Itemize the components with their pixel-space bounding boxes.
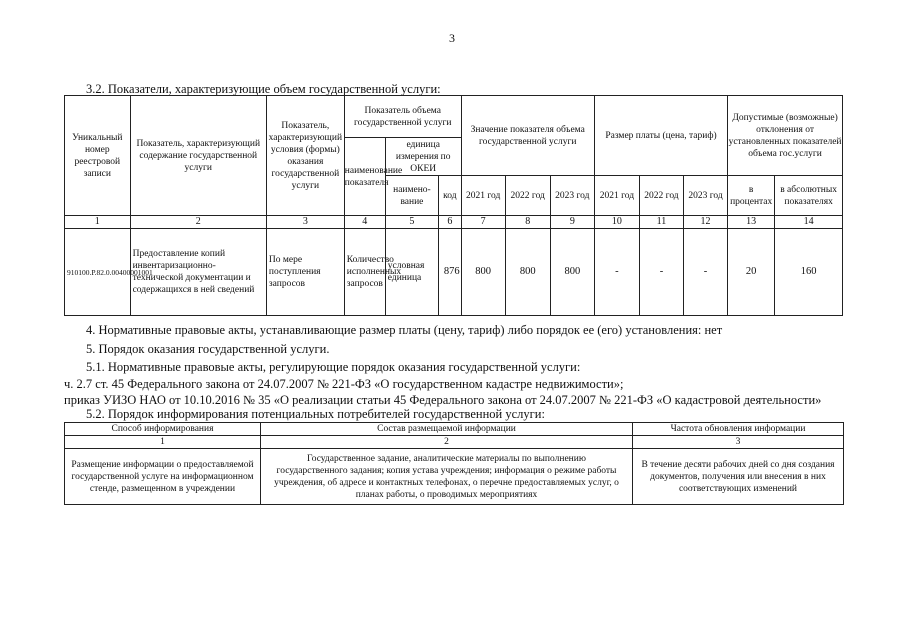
page-number: 3 (449, 31, 455, 45)
header-unique-number: Уникальный номер реестровой записи (65, 96, 131, 216)
column-number: 8 (505, 216, 550, 229)
fee-2023: - (684, 229, 728, 316)
header-year: 2021 год (461, 176, 505, 216)
header-frequency: Частота обновления информации (633, 423, 844, 436)
column-number: 1 (65, 216, 131, 229)
header-year: 2022 год (505, 176, 550, 216)
column-number: 11 (639, 216, 683, 229)
item-4-text: 4. Нормативные правовые акты, устанавливающие размер платы (цену, тариф) либо порядок ее (его) установления: нет (86, 323, 723, 337)
header-deviation: Допустимые (возможные) отклонения от установленных показателей объема гос.услуги (728, 96, 843, 176)
header-year: 2021 год (594, 176, 639, 216)
item-5-1-text: 5.1. Нормативные правовые акты, регулирующие порядок оказания государственной услуги: (86, 360, 581, 374)
header-year: 2022 год (639, 176, 683, 216)
information-content: Государственное задание, аналитические материалы по выполнению государственного задания; копия устава учреждения; информация о режиме работы учреждения, об адресе и контактных телефонах, о перечне предоставляемых услуг, о планах работы, о проводимых мероприятиях (261, 449, 633, 505)
column-number: 7 (461, 216, 505, 229)
volume-indicators-table (64, 95, 843, 316)
header-indicator-value: Значение показателя объема государственной услуги (461, 96, 594, 176)
value-2023: 800 (550, 229, 594, 316)
header-year: 2023 год (684, 176, 728, 216)
fee-2021: - (594, 229, 639, 316)
table-row (65, 449, 844, 505)
registry-number: 910100.Р.82.0.00400001001 (65, 229, 131, 316)
column-number: 2 (130, 216, 266, 229)
service-content: Предоставление копий инвентаризационно-технической документации и содержащихся в ней сведений (130, 229, 266, 316)
column-number: 3 (266, 216, 344, 229)
item-5-text: 5. Порядок оказания государственной услуги. (86, 342, 330, 356)
column-number: 4 (344, 216, 385, 229)
column-number: 2 (261, 436, 633, 449)
column-number: 13 (728, 216, 775, 229)
law-reference-2: приказ УИЗО НАО от 10.10.2016 № 35 «О реализации статьи 45 Федерального закона от 24.07.2007 № 221-ФЗ «О кадастровой деятельности» (64, 393, 822, 407)
column-number: 3 (633, 436, 844, 449)
update-frequency: В течение десяти рабочих дней со дня создания документов, получения или внесения в них соответствующих изменений (633, 449, 844, 505)
deviation-percent: 20 (728, 229, 775, 316)
deviation-absolute: 160 (775, 229, 843, 316)
value-2022: 800 (505, 229, 550, 316)
column-number: 14 (775, 216, 843, 229)
header-info-content: Состав размещаемой информации (261, 423, 633, 436)
header-content-indicator: Показатель, характеризующий содержание государственной услуги (130, 96, 266, 216)
header-condition-indicator: Показатель, характеризующий условия (формы) оказания государственной услуги (266, 96, 344, 216)
information-methods-table (64, 422, 844, 505)
header-volume-indicator: Показатель объема государственной услуги (344, 96, 461, 138)
table-row (65, 229, 843, 316)
column-number: 1 (65, 436, 261, 449)
section-3-2-heading: 3.2. Показатели, характеризующие объем государственной услуги: (86, 82, 441, 96)
value-2021: 800 (461, 229, 505, 316)
information-method: Размещение информации о предоставляемой государственной услуге на информационном стенде, размещенном в учреждении (65, 449, 261, 505)
unit-name: условная единица (385, 229, 438, 316)
header-unit: единица измерения по ОКЕИ (385, 138, 461, 176)
column-number: 5 (385, 216, 438, 229)
header-fee: Размер платы (цена, тариф) (594, 96, 727, 176)
header-method: Способ информирования (65, 423, 261, 436)
fee-2022: - (639, 229, 683, 316)
header-code: код (439, 176, 462, 216)
header-unit-name: наимено-вание (385, 176, 438, 216)
item-5-2-text: 5.2. Порядок информирования потенциальных потребителей государственной услуги: (86, 407, 545, 421)
header-year: 2023 год (550, 176, 594, 216)
unit-code: 876 (439, 229, 462, 316)
indicator-name: Количество исполненных запросов (344, 229, 385, 316)
column-number: 10 (594, 216, 639, 229)
column-number: 9 (550, 216, 594, 229)
column-number: 6 (439, 216, 462, 229)
service-condition: По мере поступления запросов (266, 229, 344, 316)
header-percent: в процентах (728, 176, 775, 216)
header-absolute: в абсолютных показателях (775, 176, 843, 216)
header-indicator-name: наименование показателя (344, 138, 385, 216)
law-reference-1: ч. 2.7 ст. 45 Федерального закона от 24.07.2007 № 221-ФЗ «О государственном кадастре недвижимости»; (64, 377, 624, 391)
column-number: 12 (684, 216, 728, 229)
